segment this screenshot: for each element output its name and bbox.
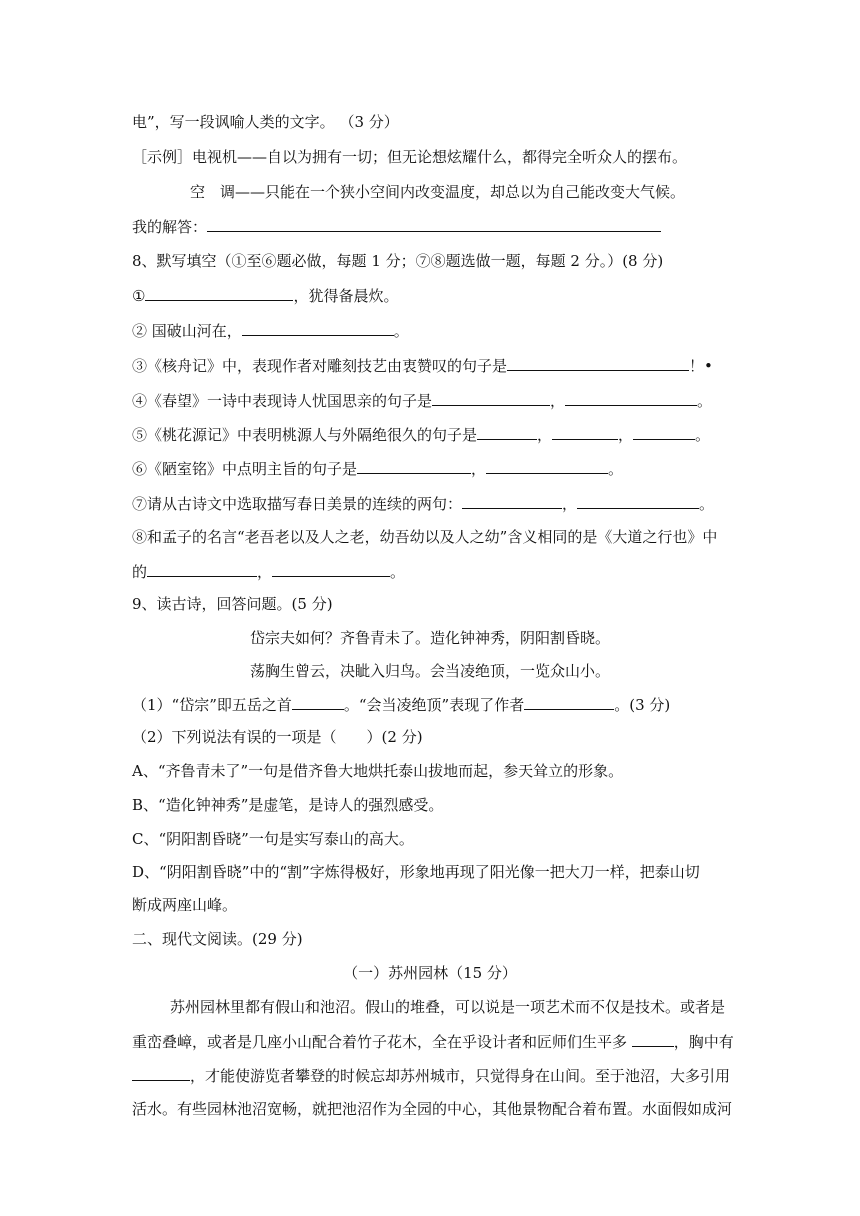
fill-blank[interactable]	[272, 561, 390, 577]
question-heading: 9、读古诗，回答问题。(5 分)	[132, 595, 333, 613]
fill-line	[132, 285, 398, 306]
fill-blank[interactable]	[432, 390, 550, 406]
item-text: 重峦叠嶂，或者是几座小山配合着竹子花木，全在乎设计者和匠师们生平多	[132, 1033, 632, 1051]
item-text: 。	[699, 495, 715, 513]
text-line: 断成两座山峰。	[132, 896, 238, 914]
fill-blank[interactable]	[632, 1031, 674, 1047]
fill-line	[132, 561, 405, 582]
item-text: ！•	[689, 357, 713, 375]
item-text: 。“会当凌绝顶”表现了作者	[343, 696, 525, 714]
example-line: ［示例］电视机——自以为拥有一切；但无论想炫耀什么，都得完全听众人的摆布。	[132, 148, 688, 166]
fill-blank[interactable]	[147, 561, 257, 577]
item-text: ⑦请从古诗文中选取描写春日美景的连续的两句：	[132, 495, 463, 513]
fill-blank[interactable]	[462, 493, 562, 509]
passage-line	[132, 1031, 734, 1052]
fill-line	[132, 493, 714, 514]
fill-blank[interactable]	[633, 424, 695, 440]
item-text: ，才能使游览者攀登的时候忘却苏州城市，只觉得身在山间。至于池沼，大多引用	[190, 1067, 731, 1085]
passage-title: （一）苏州园林（15 分）	[343, 964, 517, 982]
item-text: ，	[257, 563, 273, 581]
item-text: ，	[471, 460, 487, 478]
item-text: ，	[550, 392, 566, 410]
fill-blank[interactable]	[577, 493, 699, 509]
fill-blank[interactable]	[477, 424, 537, 440]
option-d: D、“阴阳割昏晓”中的“割”字炼得极好，形象地再现了阳光像一把大刀一样，把泰山切	[132, 863, 700, 881]
fill-line	[132, 355, 713, 376]
poem-line: 荡胸生曾云，决眦入归鸟。会当凌绝顶，一览众山小。	[249, 662, 610, 680]
fill-blank[interactable]	[357, 458, 471, 474]
fill-line	[132, 694, 670, 715]
option-a: A、“齐鲁青未了”一句是借齐鲁大地烘托泰山拔地而起，参天耸立的形象。	[132, 762, 624, 780]
fill-blank[interactable]	[565, 390, 697, 406]
fill-blank[interactable]	[242, 320, 394, 336]
option-c: C、“阴阳割昏晓”一句是实写泰山的高大。	[132, 830, 414, 848]
fill-blank[interactable]	[292, 694, 344, 710]
answer-blank[interactable]	[207, 216, 661, 232]
passage-line	[132, 1065, 730, 1086]
fill-line	[132, 458, 623, 479]
item-text: ② 国破山河在，	[132, 322, 242, 340]
fill-blank[interactable]	[486, 458, 608, 474]
fill-blank[interactable]	[552, 424, 618, 440]
passage-line: 活水。有些园林池沼宽畅，就把池沼作为全园的中心，其他景物配合着布置。水面假如成河	[132, 1100, 733, 1118]
fill-line	[132, 424, 710, 445]
item-text: ，	[618, 426, 634, 444]
text-line: ⑧和孟子的名言“老吾老以及人之老，幼吾幼以及人之幼”含义相同的是《大道之行也》中	[132, 528, 718, 546]
item-text: ①	[132, 287, 146, 305]
poem-line: 岱宗夫如何？齐鲁青未了。造化钟神秀，阴阳割昏晓。	[249, 629, 610, 647]
item-text: ④《春望》一诗中表现诗人忧国思亲的句子是	[132, 392, 433, 410]
fill-blank[interactable]	[507, 355, 689, 371]
item-text: 的	[132, 563, 148, 581]
fill-blank[interactable]	[145, 285, 293, 301]
item-text: （1）“岱宗”即五岳之首	[132, 696, 292, 714]
option-b: B、“造化钟神秀”是虚笔，是诗人的强烈感受。	[132, 796, 444, 814]
text-line: 电”，写一段讽喻人类的文字。 （3 分）	[132, 113, 399, 131]
item-text: 。	[608, 460, 624, 478]
passage-line: 苏州园林里都有假山和池沼。假山的堆叠，可以说是一项艺术而不仅是技术。或者是	[170, 998, 726, 1016]
item-text: ，	[562, 495, 578, 513]
example-line: 空 调——只能在一个狭小空间内改变温度，却总以为自己能改变大气候。	[190, 183, 686, 201]
item-text: ，犹得备晨炊。	[293, 287, 399, 305]
item-text: ，胸中有	[673, 1033, 734, 1051]
fill-line	[132, 390, 712, 411]
item-text: 。(3 分)	[614, 696, 671, 714]
fill-blank[interactable]	[524, 694, 614, 710]
item-text: 。	[697, 392, 713, 410]
item-text: 。	[695, 426, 711, 444]
answer-line	[132, 216, 661, 237]
item-text: ⑤《桃花源记》中表明桃源人与外隔绝很久的句子是	[132, 426, 478, 444]
item-text: ③《核舟记》中，表现作者对雕刻技艺由衷赞叹的句子是	[132, 357, 508, 375]
question-heading: 8、默写填空（①至⑥题必做，每题 1 分；⑦⑧题选做一题，每题 2 分。）(8 分)	[132, 252, 664, 270]
section-heading: 二、现代文阅读。(29 分)	[132, 930, 303, 948]
answer-label: 我的解答：	[132, 218, 208, 236]
item-text: ⑥《陋室铭》中点明主旨的句子是	[132, 460, 358, 478]
fill-line	[132, 320, 409, 341]
item-text: 。	[393, 322, 409, 340]
item-text: 。	[390, 563, 406, 581]
text-line: （2）下列说法有误的一项是（ ）(2 分)	[132, 728, 423, 746]
item-text: ，	[537, 426, 553, 444]
fill-blank[interactable]	[132, 1065, 190, 1081]
